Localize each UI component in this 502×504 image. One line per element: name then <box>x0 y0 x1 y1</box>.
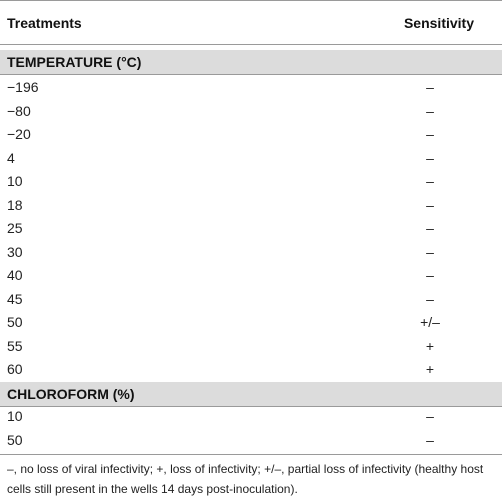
table-row <box>0 288 502 312</box>
sensitivity-cell: – <box>426 196 434 213</box>
treatment-cell: 40 <box>7 267 23 283</box>
section-temperature <box>0 50 502 74</box>
table-row <box>0 405 502 429</box>
table-row <box>0 76 502 100</box>
sensitivity-cell: +/– <box>420 314 440 330</box>
sensitivity-cell: – <box>426 431 434 448</box>
footnote-line: –, no loss of viral infectivity; +, loss of infectivity; +/–, partial loss of infectivity (healthy host <box>7 462 484 476</box>
treatment-cell: 18 <box>7 196 23 213</box>
sensitivity-cell: – <box>426 408 434 424</box>
sensitivity-cell: – <box>426 220 434 236</box>
sensitivity-cell: – <box>426 149 434 166</box>
treatment-cell: 55 <box>7 337 23 354</box>
treatment-cell: 60 <box>7 361 23 377</box>
section-rule <box>0 74 502 75</box>
sensitivity-cell: + <box>425 361 435 377</box>
treatment-cell: −196 <box>7 79 39 95</box>
section-title: CHLOROFORM (%) <box>7 386 135 402</box>
table-row <box>0 123 502 147</box>
treatment-cell: 10 <box>7 173 23 189</box>
treatment-cell: −20 <box>7 126 31 142</box>
table-row <box>0 358 502 382</box>
sensitivity-cell: – <box>426 173 434 189</box>
bottom-rule <box>0 454 502 455</box>
section-title: TEMPERATURE (°C) <box>7 54 142 70</box>
sensitivity-cell: – <box>426 102 434 119</box>
table-row <box>0 100 502 124</box>
sensitivity-cell: – <box>426 79 434 95</box>
sensitivity-cell: + <box>425 337 435 354</box>
treatment-cell: 50 <box>7 314 23 330</box>
table-row <box>0 194 502 218</box>
header-rule <box>0 44 502 45</box>
table-row <box>0 264 502 288</box>
table-row <box>0 241 502 265</box>
table-row <box>0 335 502 359</box>
table-row <box>0 429 502 453</box>
sensitivity-cell: – <box>426 267 434 283</box>
treatment-cell: −80 <box>7 102 31 119</box>
table-header <box>0 0 502 44</box>
sensitivity-cell: – <box>426 243 434 260</box>
treatment-cell: 25 <box>7 220 23 236</box>
treatment-cell: 4 <box>7 149 15 166</box>
table-row <box>0 311 502 335</box>
treatments-header: Treatments <box>7 15 82 31</box>
table-row <box>0 170 502 194</box>
table-row <box>0 147 502 171</box>
footnote-line: cells still present in the wells 14 days post-inoculation). <box>7 482 298 496</box>
treatment-cell: 30 <box>7 243 23 260</box>
section-chloroform <box>0 382 502 406</box>
treatment-cell: 45 <box>7 290 23 307</box>
treatment-cell: 10 <box>7 408 23 424</box>
table-footnote <box>7 459 497 499</box>
sensitivity-cell: – <box>426 126 434 142</box>
sensitivity-cell: – <box>426 290 434 307</box>
table-row <box>0 217 502 241</box>
treatment-cell: 50 <box>7 431 23 448</box>
sensitivity-header: Sensitivity <box>403 15 474 31</box>
